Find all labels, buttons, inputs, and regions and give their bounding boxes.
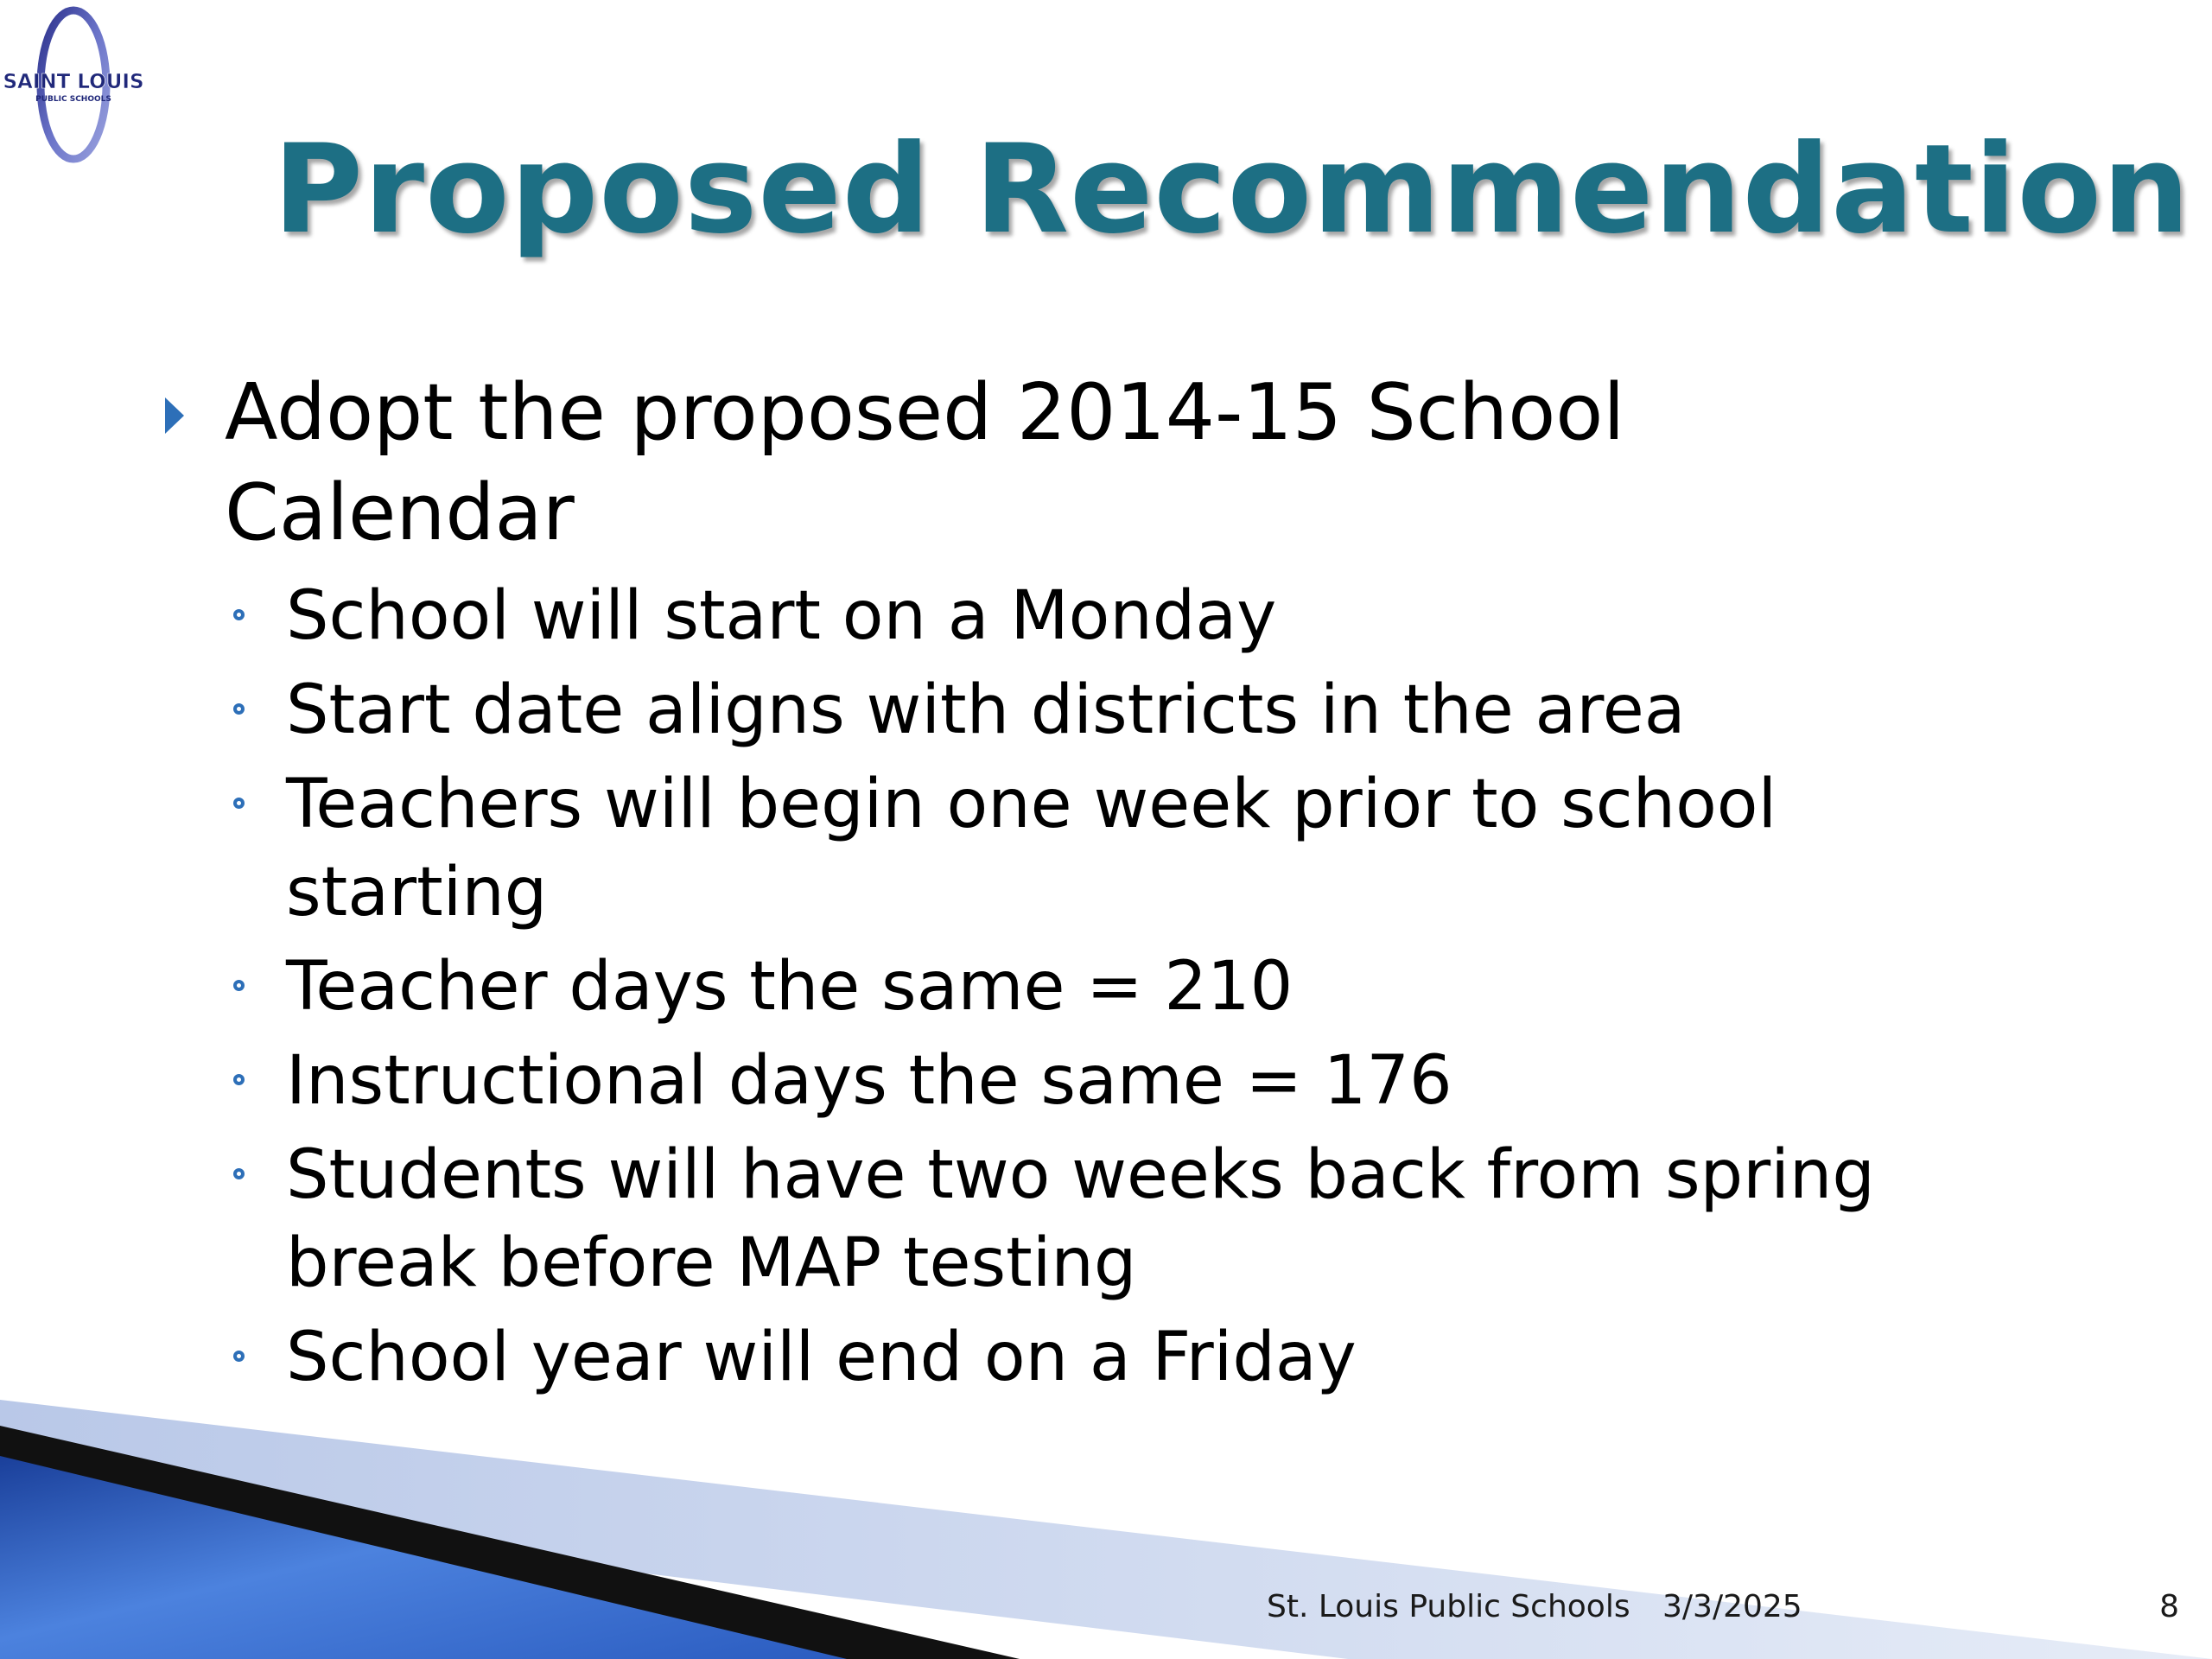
sub-bullet-item <box>160 1131 2005 1307</box>
sub-bullet-item <box>160 572 2005 660</box>
saint-louis-public-schools-logo <box>2 4 145 164</box>
circle-bullet-icon <box>233 980 245 991</box>
sub-bullet-text: Instructional days the same = 176 <box>286 1042 1452 1120</box>
logo-text-line1: SAINT LOUIS <box>3 71 144 93</box>
circle-bullet-icon <box>233 609 245 620</box>
sub-bullet-text: Teacher days the same = 210 <box>286 948 1294 1026</box>
slide-title: Proposed Recommendation <box>273 118 2191 261</box>
logo-text-line2: PUBLIC SCHOOLS <box>35 95 111 104</box>
sub-bullet-item <box>160 666 2005 754</box>
sub-bullet-item <box>160 1313 2005 1402</box>
circle-bullet-icon <box>233 703 245 715</box>
sub-bullet-text: Students will have two weeks back from spring break before MAP testing <box>286 1136 1875 1302</box>
sub-bullet-text: School will start on a Monday <box>286 577 1277 655</box>
circle-bullet-icon <box>233 1168 245 1179</box>
sub-bullet-text: Teachers will begin one week prior to school starting <box>286 766 1777 931</box>
sub-bullet-item <box>160 943 2005 1031</box>
sub-bullet-text: Start date aligns with districts in the area <box>286 671 1686 749</box>
footer-organization: St. Louis Public Schools <box>1267 1589 1630 1624</box>
sub-bullet-item <box>160 1037 2005 1125</box>
circle-bullet-icon <box>233 1074 245 1085</box>
footer-date: 3/3/2025 <box>1662 1589 1802 1624</box>
circle-bullet-icon <box>233 1351 245 1362</box>
bullet-text: Adopt the proposed 2014-15 School Calendar <box>225 367 1625 558</box>
footer-page-number: 8 <box>2159 1589 2179 1624</box>
sub-bullet-text: School year will end on a Friday <box>286 1319 1357 1396</box>
corner-decoration <box>0 1400 2212 1659</box>
circle-bullet-icon <box>233 798 245 809</box>
triangle-bullet-icon <box>165 397 184 434</box>
bullet-item <box>160 363 1970 563</box>
slide-body <box>160 363 2044 1408</box>
sub-bullet-item <box>160 760 2005 937</box>
